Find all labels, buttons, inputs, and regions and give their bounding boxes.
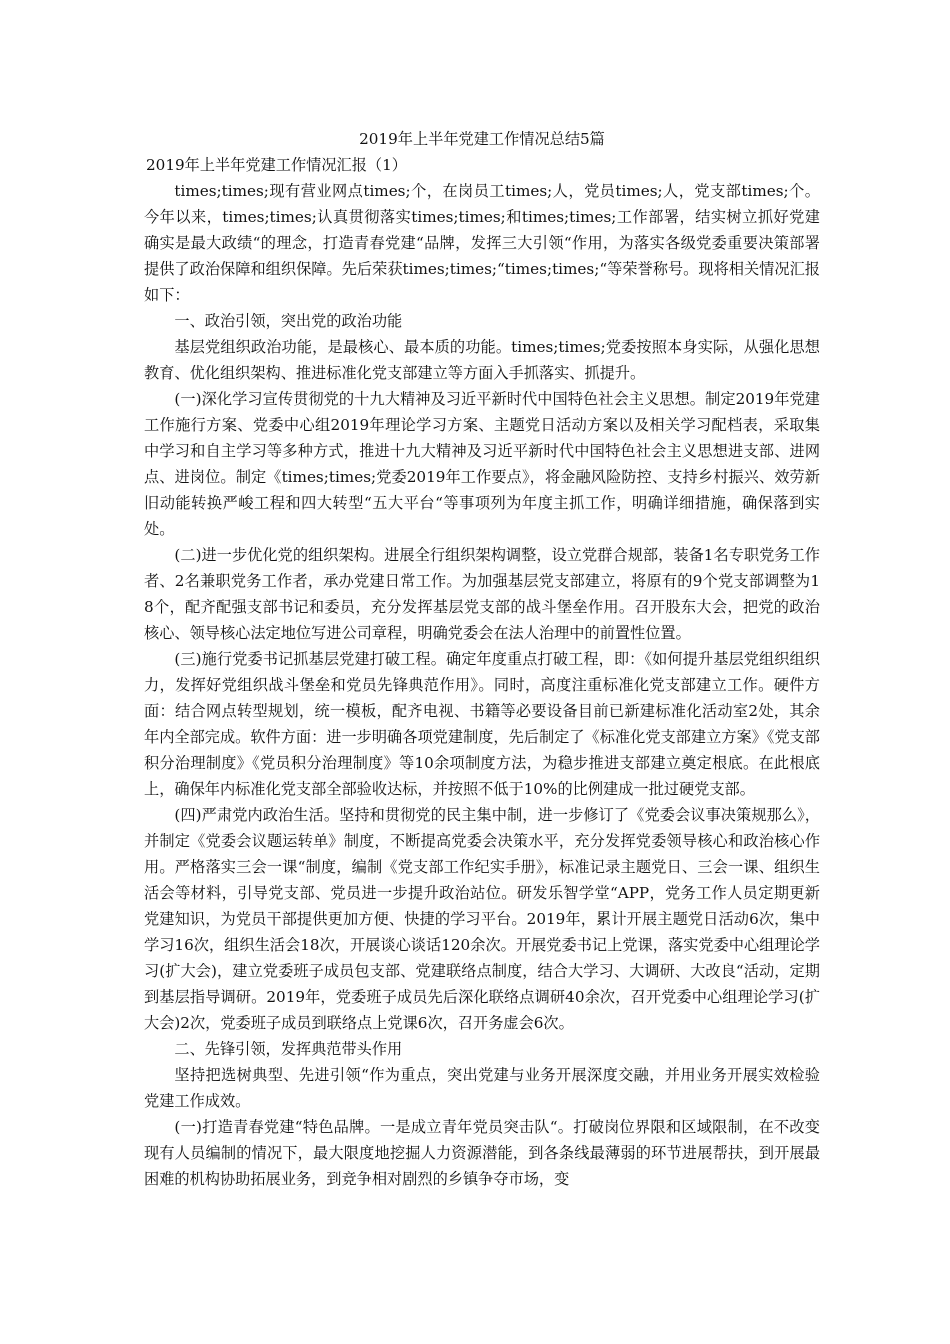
- paragraph-item-3: (三)施行党委书记抓基层党建打破工程。确定年度重点打破工程，即：《如何提升基层党组织组织力，发挥好党组织战斗堡垒和党员先锋典范作用》。同时，高度注重标准化党支部建立工作。硬件方面：结合网点转型规划，统一模板，配齐电视、书籍等必要设备目前已新建标准化活动室2处，其余年内全部完成。软件方面：进一步明确各项党建制度，先后制定了《标准化党支部建立方案》《党支部积分治理制度》《党员积分治理制度》等10余项制度方法，为稳步推进支部建立奠定根底。在此根底上，确保年内标准化党支部全部验收达标，并按照不低于10%的比例建成一批过硬党支部。: [144, 650, 820, 798]
- paragraph-item-1: (一)深化学习宣传贯彻党的十九大精神及习近平新时代中国特色社会主义思想。制定2019年党建工作施行方案、党委中心组2019年理论学习方案、主题党日活动方案以及相关学习配档表，采取集中学习和自主学习等多种方式，推进十九大精神及习近平新时代中国特色社会主义思想进支部、进网点、进岗位。制定《times;times;党委2019年工作要点》，将金融风险防控、支持乡村振兴、效劳新旧动能转换严峻工程和四大转型“五大平台“等事项列为年度主抓工作，明确详细措施，确保落到实处。: [144, 390, 820, 538]
- paragraph-item-4: (四)严肃党内政治生活。坚持和贯彻党的民主集中制，进一步修订了《党委会议事决策规那么》，并制定《党委会议题运转单》制度，不断提高党委会决策水平，充分发挥党委领导核心和政治核心作用。严格落实三会一课“制度，编制《党支部工作纪实手册》，标准记录主题党日、三会一课、组织生活会等材料，引导党支部、党员进一步提升政治站位。研发乐智学堂“APP，党务工作人员定期更新党建知识，为党员干部提供更加方便、快捷的学习平台。2019年，累计开展主题党日活动6次，集中学习16次，组织生活会18次，开展谈心谈话120余次。开展党委书记上党课，落实党委中心组理论学习(扩大会)，建立党委班子成员包支部、党建联络点制度，结合大学习、大调研、大改良“活动，定期到基层指导调研。2019年，党委班子成员先后深化联络点调研40余次，召开党委中心组理论学习(扩大会)2次，党委班子成员到联络点上党课6次，召开务虚会6次。: [144, 806, 820, 1032]
- paragraph-intro: times;times;现有营业网点times;个，在岗员工times;人，党员times;人，党支部times;个。今年以来，times;times;认真贯彻落实times;times;和times;times;工作部署，结实树立抓好党建确实是最大政绩“的理念，打造青春党建“品牌，发挥三大引领“作用，为落实各级党委重要决策部署提供了政治保障和组织保障。先后荣获times;times;“times;times;“等荣誉称号。现将相关情况汇报如下：: [144, 182, 820, 304]
- document-page: [144, 126, 820, 1192]
- document-subtitle: 2019年上半年党建工作情况汇报（1）: [146, 156, 407, 174]
- paragraph-section2-item-1: (一)打造青春党建“特色品牌。一是成立青年党员突击队“。打破岗位界限和区域限制，在不改变现有人员编制的情况下，最大限度地挖掘人力资源潜能，到各条线最薄弱的环节进展帮扶，到开展最困难的机构协助拓展业务，到竞争相对剧烈的乡镇争夺市场，变: [144, 1118, 820, 1188]
- paragraph-section1-intro: 基层党组织政治功能，是最核心、最本质的功能。times;times;党委按照本身实际，从强化思想教育、优化组织架构、推进标准化党支部建立等方面入手抓落实、抓提升。: [144, 338, 820, 382]
- paragraph-item-2: (二)进一步优化党的组织架构。进展全行组织架构调整，设立党群合规部，装备1名专职党务工作者、2名兼职党务工作者，承办党建日常工作。为加强基层党支部建立，将原有的9个党支部调整为18个，配齐配强支部书记和委员，充分发挥基层党支部的战斗堡垒作用。召开股东大会，把党的政治核心、领导核心法定地位写进公司章程，明确党委会在法人治理中的前置性位置。: [144, 546, 820, 642]
- section-heading-1: 一、政治引领，突出党的政治功能: [174, 312, 403, 330]
- document-title: 2019年上半年党建工作情况总结5篇: [359, 130, 605, 148]
- section-heading-2: 二、先锋引领，发挥典范带头作用: [174, 1040, 403, 1058]
- paragraph-section2-intro: 坚持把选树典型、先进引领“作为重点，突出党建与业务开展深度交融，并用业务开展实效检验党建工作成效。: [144, 1066, 820, 1110]
